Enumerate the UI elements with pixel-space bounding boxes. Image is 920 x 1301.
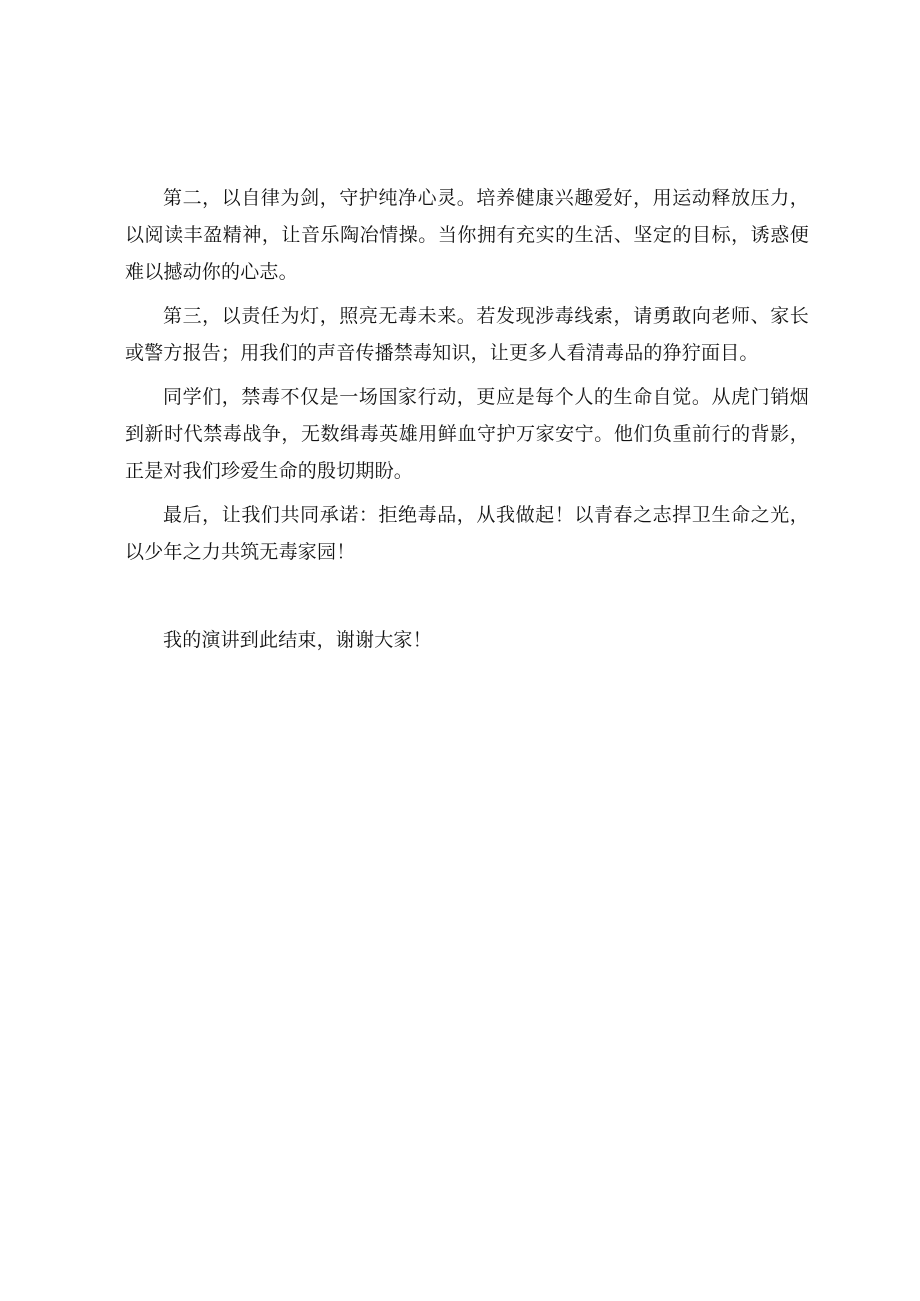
- paragraph-responsibility: 第三，以责任为灯，照亮无毒未来。若发现涉毒线索，请勇敢向老师、家长或警方报告；用我们的声音传播禁毒知识，让更多人看清毒品的狰狞面目。: [125, 305, 809, 364]
- closing-remark: 我的演讲到此结束，谢谢大家！: [163, 629, 432, 651]
- document-body: [125, 180, 809, 666]
- paragraph-classmates: 同学们，禁毒不仅是一场国家行动，更应是每个人的生命自觉。从虎门销烟到新时代禁毒战争，无数缉毒英雄用鲜血守护万家安宁。他们负重前行的背影，正是对我们珍爱生命的殷切期盼。: [125, 386, 809, 482]
- paragraph-pledge: 最后，让我们共同承诺：拒绝毒品，从我做起！以青春之志捍卫生命之光，以少年之力共筑无毒家园！: [125, 504, 809, 563]
- paragraph-self-discipline: 第二，以自律为剑，守护纯净心灵。培养健康兴趣爱好，用运动释放压力，以阅读丰盈精神，让音乐陶冶情操。当你拥有充实的生活、坚定的目标，诱惑便难以撼动你的心志。: [125, 187, 809, 283]
